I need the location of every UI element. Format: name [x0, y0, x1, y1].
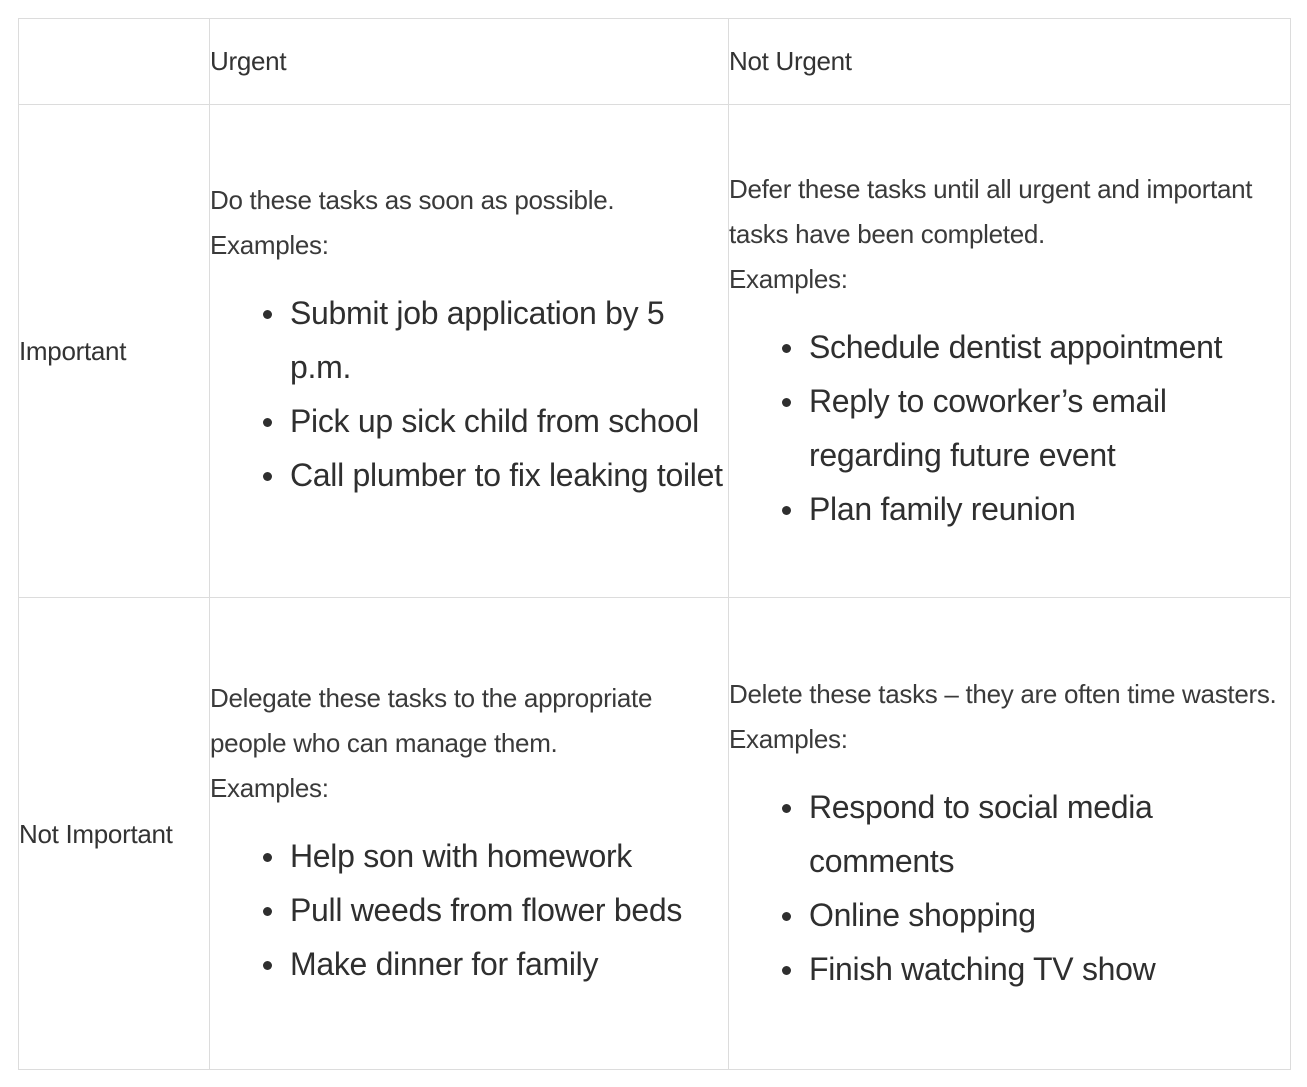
list-item-text: Pull weeds from flower beds [290, 892, 683, 928]
task-list [729, 780, 1290, 996]
cell-description: Delete these tasks – they are often time wasters. [729, 678, 1277, 709]
bullet-icon [263, 961, 272, 970]
list-item-text: Make dinner for family [290, 946, 599, 982]
bullet-icon [263, 907, 272, 916]
list-item [290, 394, 728, 448]
list-item [809, 888, 1290, 942]
list-item-text: Schedule dentist appointment [809, 328, 1223, 365]
list-item [290, 937, 728, 991]
examples-label: Examples: [729, 723, 848, 754]
bullet-icon [782, 804, 791, 813]
list-item [290, 448, 728, 502]
task-list [729, 320, 1290, 536]
bullet-icon [782, 912, 791, 921]
examples-label: Examples: [210, 773, 329, 803]
cell-not-important-not-urgent [729, 598, 1291, 1070]
cell-description: Delegate these tasks to the appropriate people who can manage them. [210, 683, 653, 758]
bullet-icon [263, 853, 272, 862]
list-item [809, 374, 1290, 482]
list-item-text: Help son with homework [290, 838, 632, 874]
list-item-text: Plan family reunion [809, 490, 1076, 527]
corner-cell [19, 19, 210, 105]
list-item [809, 942, 1290, 996]
list-item-text: Submit job application by 5 p.m. [290, 295, 665, 385]
column-header-urgent: Urgent [210, 19, 729, 105]
list-item-text: Pick up sick child from school [290, 403, 699, 439]
row-label-important: Important [19, 105, 210, 598]
bullet-icon [782, 398, 791, 407]
cell-important-not-urgent [729, 105, 1291, 598]
bullet-icon [263, 310, 272, 319]
cell-important-urgent [210, 105, 729, 598]
priority-matrix-table [18, 18, 1291, 1070]
list-item [809, 482, 1290, 536]
list-item [809, 780, 1290, 888]
list-item-text: Finish watching TV show [809, 950, 1156, 987]
task-list [210, 286, 728, 502]
list-item-text: Call plumber to fix leaking toilet [290, 457, 723, 493]
cell-not-important-urgent [210, 598, 729, 1070]
examples-label: Examples: [729, 263, 848, 294]
bullet-icon [263, 418, 272, 427]
list-item-text: Respond to social media comments [809, 788, 1153, 879]
list-item [809, 320, 1290, 374]
cell-description: Do these tasks as soon as possible. [210, 185, 615, 215]
examples-label: Examples: [210, 230, 329, 260]
list-item [290, 286, 728, 394]
bullet-icon [782, 966, 791, 975]
row-label-not-important: Not Important [19, 598, 210, 1070]
cell-description: Defer these tasks until all urgent and important tasks have been completed. [729, 173, 1253, 249]
list-item [290, 829, 728, 883]
row-not-important [19, 598, 1291, 1070]
list-item [290, 883, 728, 937]
list-item-text: Reply to coworker’s email regarding future event [809, 382, 1167, 473]
task-list [210, 829, 728, 991]
bullet-icon [263, 472, 272, 481]
column-header-not-urgent: Not Urgent [729, 19, 1291, 105]
bullet-icon [782, 344, 791, 353]
list-item-text: Online shopping [809, 896, 1036, 933]
header-row [19, 19, 1291, 105]
bullet-icon [782, 506, 791, 515]
row-important [19, 105, 1291, 598]
